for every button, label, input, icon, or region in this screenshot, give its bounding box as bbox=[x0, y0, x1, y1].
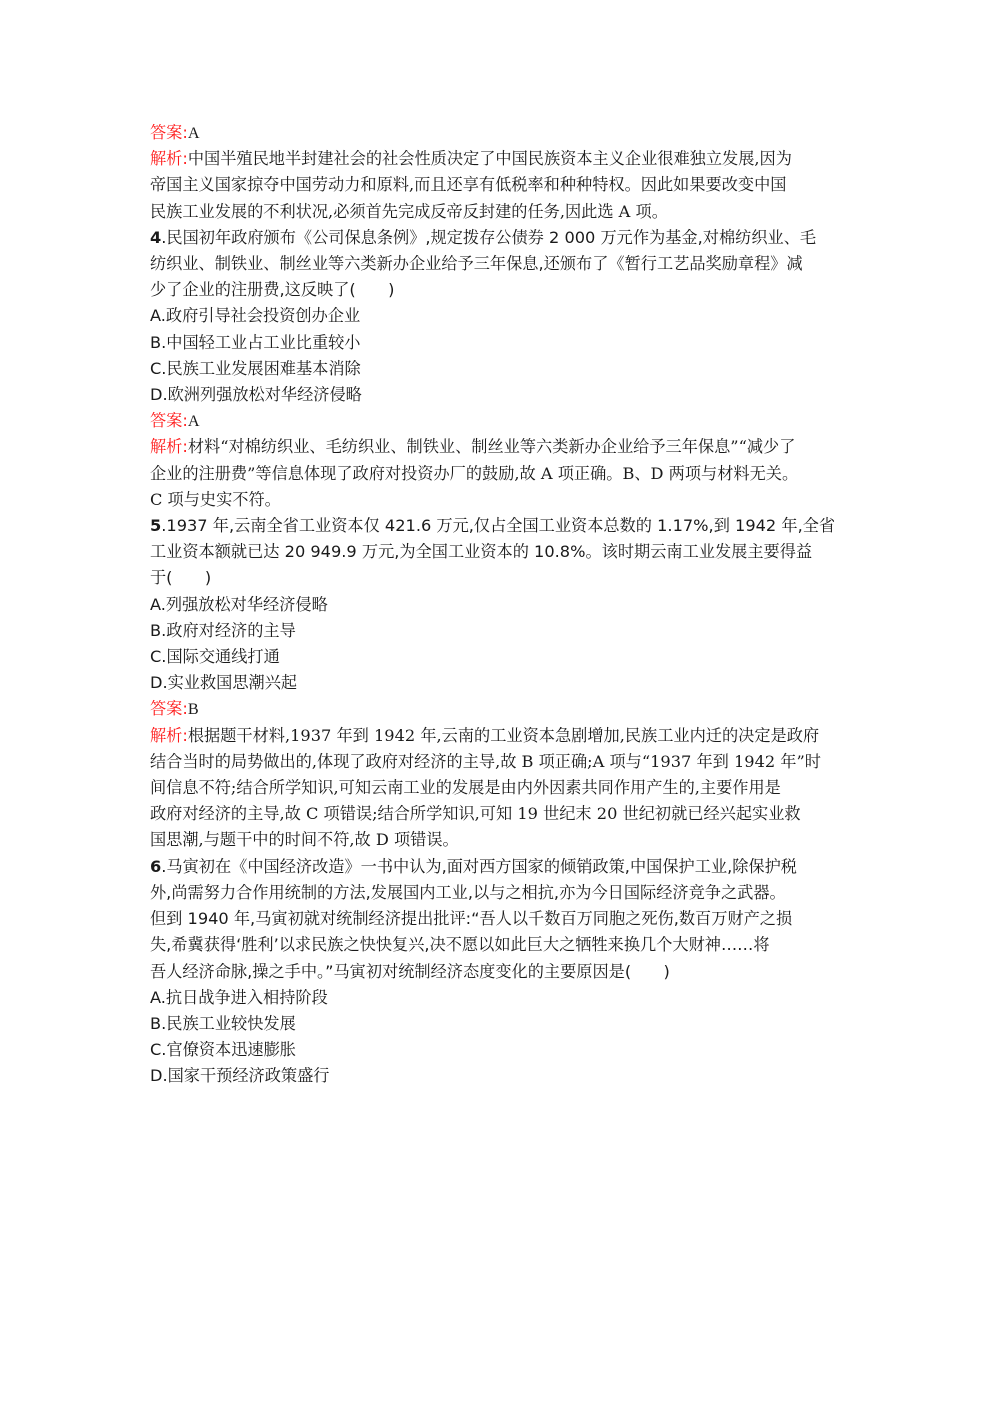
answer-value: A bbox=[187, 124, 200, 142]
analysis-line: 间信息不符;结合所学知识,可知云南工业的发展是由内外因素共同作用产生的,主要作用是 bbox=[150, 778, 781, 798]
question-stem: 少了企业的注册费,这反映了( ) bbox=[150, 280, 395, 300]
document-page bbox=[150, 120, 852, 1090]
option-d: D.欧洲列强放松对华经济侵略 bbox=[150, 385, 362, 405]
stem-text: .民国初年政府颁布《公司保息条例》,规定拨存公债券 2 000 万元作为基金,对棉纺织业、毛 bbox=[161, 227, 817, 247]
answer-block-q3 bbox=[150, 120, 852, 225]
option-d: D.实业救国思潮兴起 bbox=[150, 673, 298, 693]
answer-label: 答案: bbox=[150, 411, 188, 431]
answer-line bbox=[150, 696, 852, 722]
option-b: B.民族工业较快发展 bbox=[150, 1013, 296, 1033]
option-d: D.国家干预经济政策盛行 bbox=[150, 1066, 330, 1086]
question-number: 6 bbox=[150, 856, 162, 876]
question-stem: 外,尚需努力合作用统制的方法,发展国内工业,以与之相抗,亦为今日国际经济竞争之武器。 bbox=[150, 882, 786, 902]
stem-text: .1937 年,云南全省工业资本仅 421.6 万元,仅占全国工业资本总数的 1.17%,到 1942 年,全省 bbox=[161, 516, 836, 536]
analysis-text: 中国半殖民地半封建社会的社会性质决定了中国民族资本主义企业很难独立发展,因为 bbox=[187, 149, 792, 169]
analysis-line: 民族工业发展的不利状况,必须首先完成反帝反封建的任务,因此选 A 项。 bbox=[150, 201, 668, 221]
question-stem bbox=[150, 854, 852, 880]
analysis-line: 政府对经济的主导,故 C 项错误;结合所学知识,可知 19 世纪末 20 世纪初就已经兴起实业救 bbox=[150, 804, 801, 824]
analysis-line: 结合当时的局势做出的,体现了政府对经济的主导,故 B 项正确;A 项与“1937 年到 1942 年”时 bbox=[150, 751, 821, 771]
analysis-line: 国思潮,与题干中的时间不符,故 D 项错误。 bbox=[150, 830, 459, 850]
option-a: A.政府引导社会投资创办企业 bbox=[150, 306, 361, 326]
option-a: A.抗日战争进入相持阶段 bbox=[150, 987, 328, 1007]
question-6 bbox=[150, 854, 852, 1090]
option-b: B.中国轻工业占工业比重较小 bbox=[150, 332, 361, 352]
analysis-line: 帝国主义国家掠夺中国劳动力和原料,而且还享有低税率和种种特权。因此如果要改变中国 bbox=[150, 175, 787, 195]
analysis-line bbox=[150, 146, 852, 172]
answer-line bbox=[150, 120, 852, 146]
question-stem: 失,希冀获得‘胜利’以求民族之快快复兴,决不愿以如此巨大之牺牲来换几个大财神……将 bbox=[150, 935, 770, 955]
question-stem: 纺织业、制铁业、制丝业等六类新办企业给予三年保息,还颁布了《暂行工艺品奖励章程》减 bbox=[150, 254, 803, 274]
answer-value: B bbox=[187, 700, 199, 719]
option-c: C.国际交通线打通 bbox=[150, 647, 280, 667]
analysis-line bbox=[150, 434, 852, 460]
answer-label: 答案: bbox=[150, 699, 188, 719]
analysis-text: 材料“对棉纺织业、毛纺织业、制铁业、制丝业等六类新办企业给予三年保息”“减少了 bbox=[187, 437, 796, 457]
question-4 bbox=[150, 225, 852, 513]
answer-label: 答案: bbox=[150, 123, 188, 142]
answer-value: A bbox=[187, 412, 200, 431]
option-c: C.官僚资本迅速膨胀 bbox=[150, 1040, 296, 1060]
stem-text: .马寅初在《中国经济改造》一书中认为,面对西方国家的倾销政策,中国保护工业,除保护税 bbox=[161, 856, 797, 876]
option-b: B.政府对经济的主导 bbox=[150, 620, 296, 640]
answer-line bbox=[150, 408, 852, 434]
question-stem: 于( ) bbox=[150, 568, 212, 588]
analysis-label: 解析: bbox=[150, 437, 188, 457]
question-stem: 但到 1940 年,马寅初就对统制经济提出批评:“吾人以千数百万同胞之死伤,数百万财产之损 bbox=[150, 909, 793, 929]
analysis-line: 企业的注册费”等信息体现了政府对投资办厂的鼓励,故 A 项正确。B、D 两项与材料无关。 bbox=[150, 463, 799, 483]
analysis-line bbox=[150, 723, 852, 749]
question-stem: 吾人经济命脉,操之手中。”马寅初对统制经济态度变化的主要原因是( ) bbox=[150, 961, 670, 981]
analysis-line: C 项与史实不符。 bbox=[150, 489, 281, 509]
question-stem: 工业资本额就已达 20 949.9 万元,为全国工业资本的 10.8%。该时期云南工业发展主要得益 bbox=[150, 542, 813, 562]
question-stem bbox=[150, 513, 852, 539]
analysis-text: 根据题干材料,1937 年到 1942 年,云南的工业资本急剧增加,民族工业内迁的决定是政府 bbox=[187, 725, 820, 745]
question-number: 5 bbox=[150, 516, 162, 536]
option-c: C.民族工业发展困难基本消除 bbox=[150, 358, 361, 378]
analysis-label: 解析: bbox=[150, 725, 188, 745]
option-a: A.列强放松对华经济侵略 bbox=[150, 594, 328, 614]
question-stem bbox=[150, 225, 852, 251]
question-5 bbox=[150, 513, 852, 854]
question-number: 4 bbox=[150, 227, 162, 247]
analysis-label: 解析: bbox=[150, 149, 188, 169]
